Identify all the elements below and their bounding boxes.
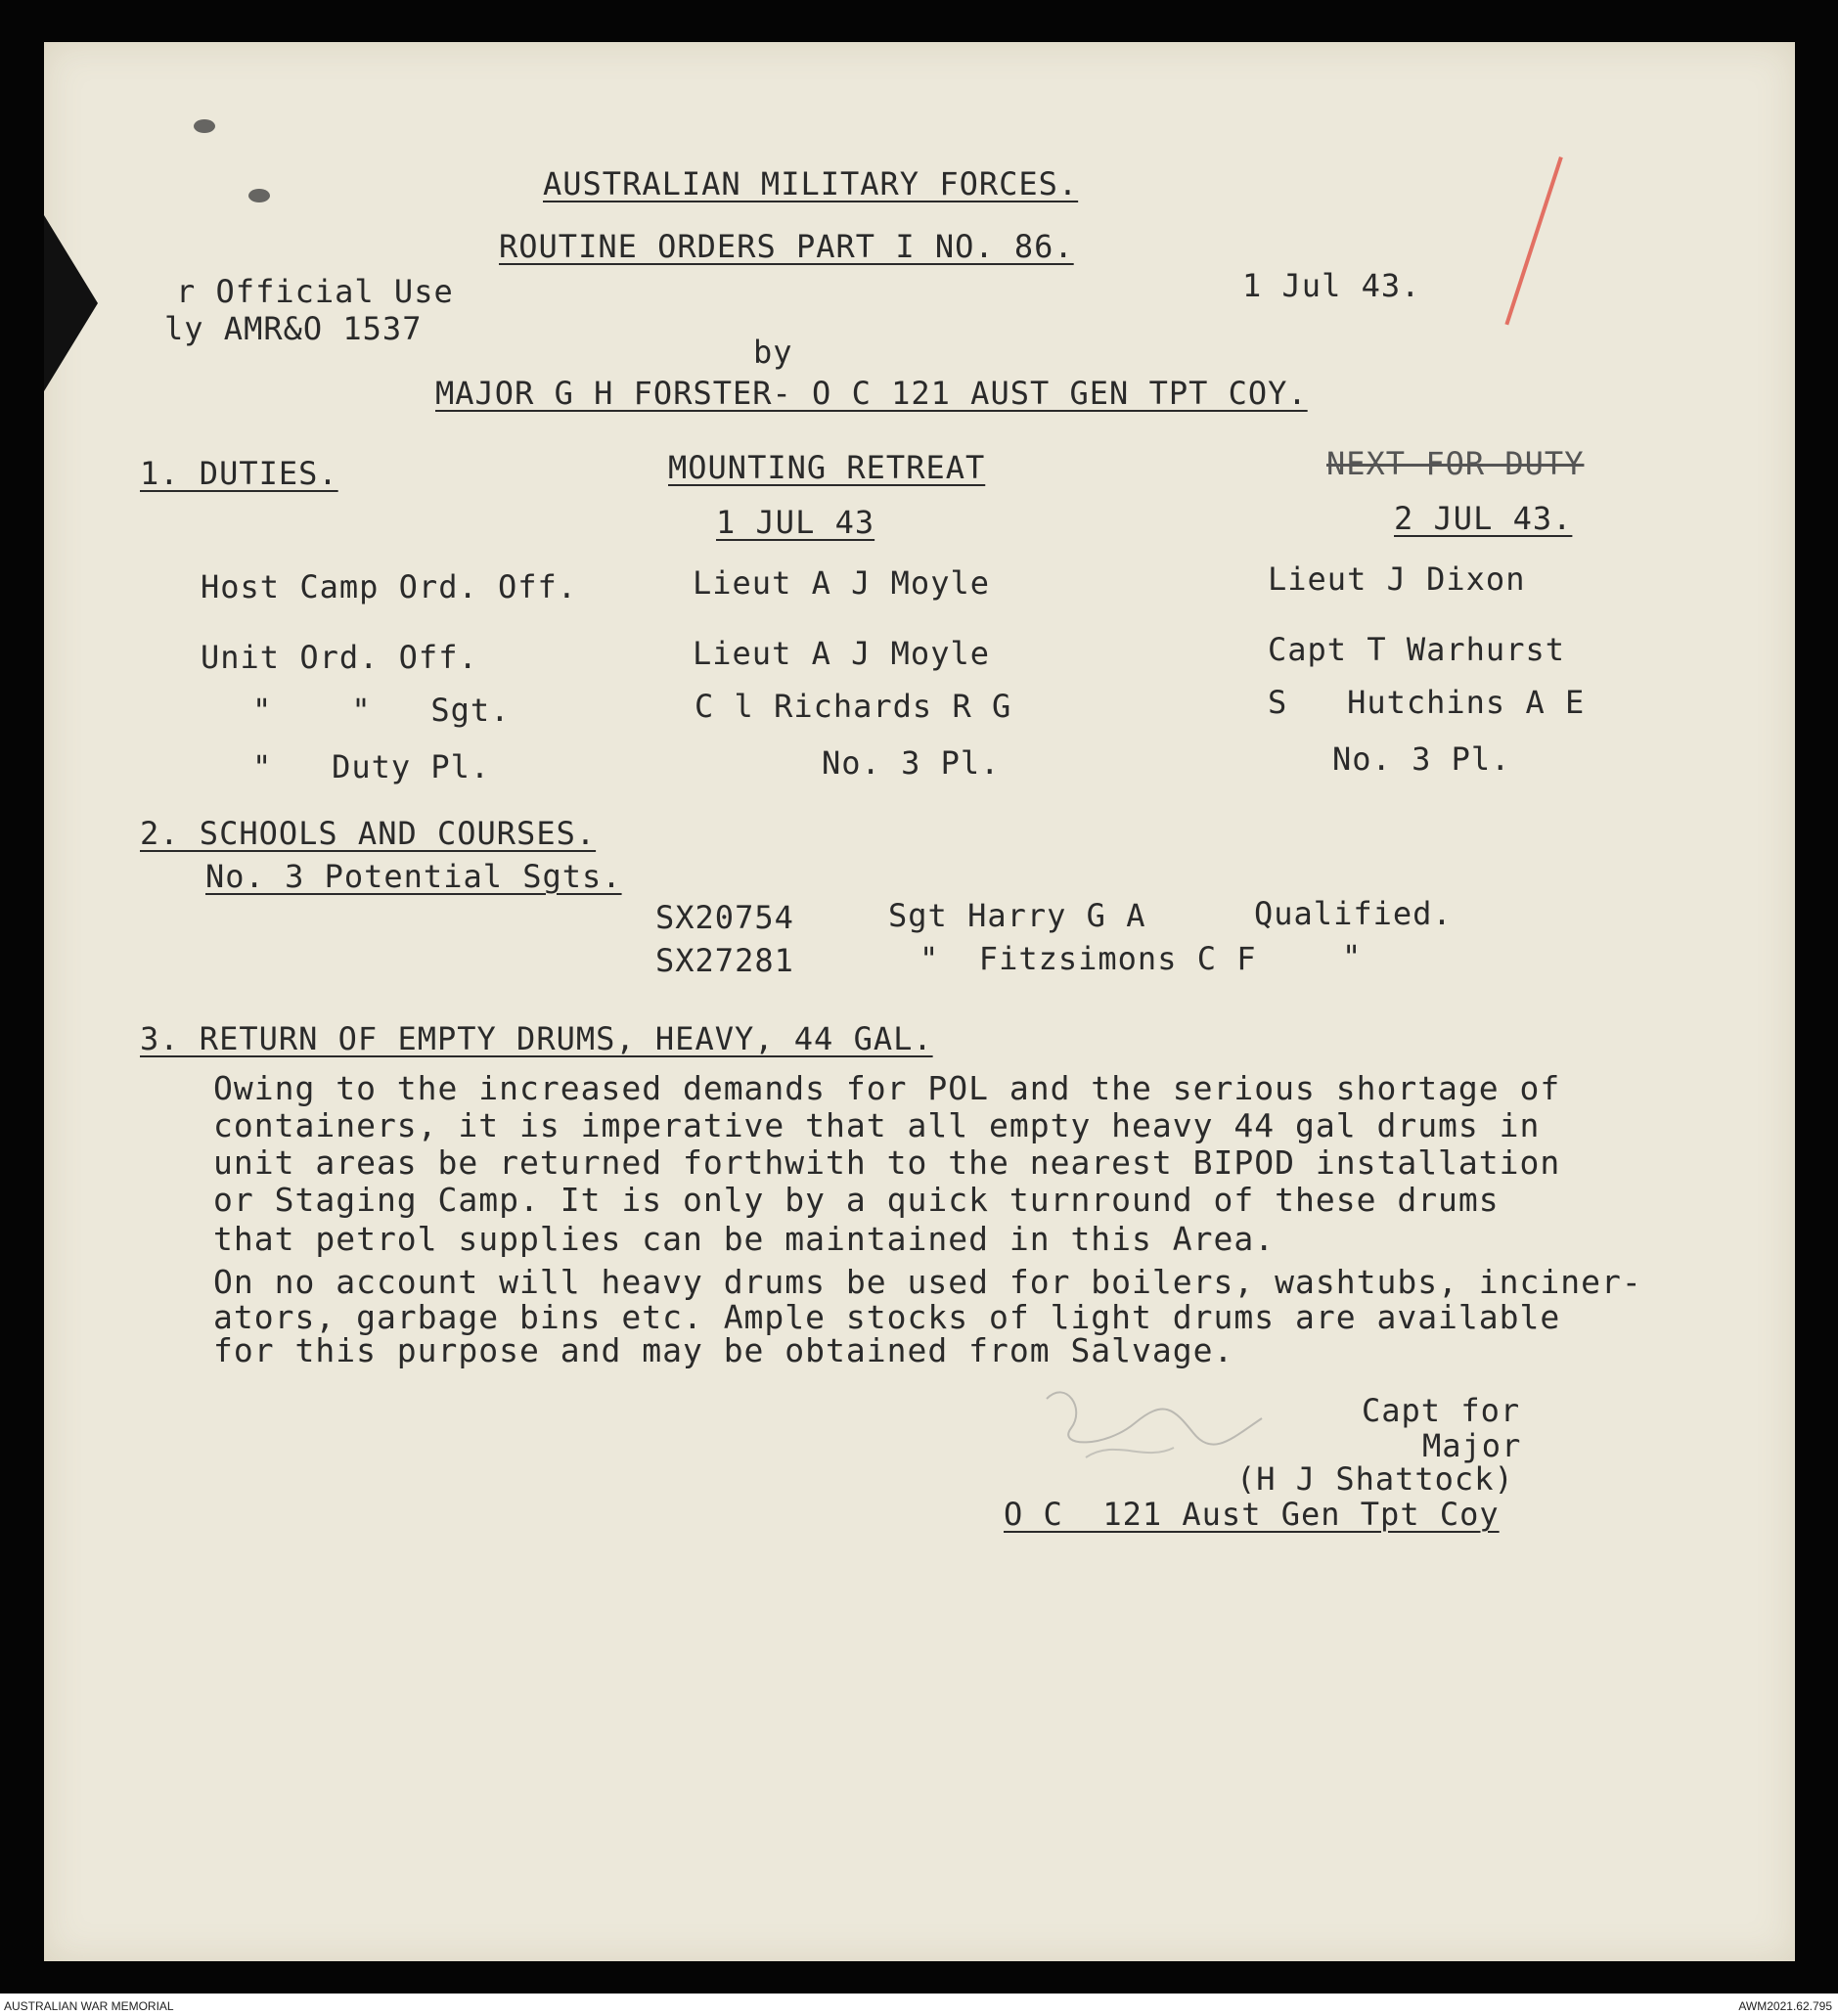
next-column-heading: NEXT FOR DUTY — [1326, 445, 1585, 482]
force-heading: AUSTRALIAN MILITARY FORCES. — [543, 165, 1079, 202]
soldier-name: Sgt Harry G A — [888, 897, 1146, 934]
duty-mounting: No. 3 Pl. — [822, 744, 1001, 782]
section-2-subheading: No. 3 Potential Sgts. — [205, 858, 622, 895]
document-title: ROUTINE ORDERS PART I NO. 86. — [499, 228, 1074, 265]
paragraph-line: or Staging Camp. It is only by a quick turnround of these drums — [213, 1181, 1500, 1219]
section-1-heading: 1. DUTIES. — [140, 455, 338, 492]
section-3-heading: 3. RETURN OF EMPTY DRUMS, HEAVY, 44 GAL. — [140, 1020, 933, 1057]
by-line: by — [753, 334, 793, 371]
footer-accession-number: AWM2021.62.795 — [1738, 1999, 1832, 2013]
duty-next: Capt T Warhurst — [1268, 631, 1565, 668]
next-column-date: 2 JUL 43. — [1394, 500, 1573, 537]
paragraph-line: Owing to the increased demands for POL and the serious shortage of — [213, 1069, 1561, 1107]
punch-hole — [248, 189, 270, 202]
footer-institution: AUSTRALIAN WAR MEMORIAL — [4, 1999, 174, 2013]
document-date: 1 Jul 43. — [1242, 267, 1421, 304]
paragraph-line: for this purpose and may be obtained from Salvage. — [213, 1331, 1234, 1369]
duty-label: Unit Ord. Off. — [201, 639, 478, 676]
duty-next: Lieut J Dixon — [1268, 560, 1526, 598]
mounting-column-heading: MOUNTING RETREAT — [668, 449, 986, 486]
course-result: Qualified. — [1254, 895, 1453, 932]
paragraph-line: ators, garbage bins etc. Ample stocks of light drums are available — [213, 1298, 1561, 1336]
course-result: " — [1342, 938, 1363, 975]
page-edge-shadow — [44, 215, 98, 391]
duty-mounting: C l Richards R G — [695, 688, 1012, 725]
paragraph-line: that petrol supplies can be maintained in this Area. — [213, 1220, 1276, 1258]
official-use-line-1: r Official Use — [176, 273, 454, 310]
duty-next: No. 3 Pl. — [1332, 740, 1511, 778]
soldier-name: " Fitzsimons C F — [919, 940, 1257, 977]
signature-name: (H J Shattock) — [1236, 1460, 1514, 1498]
paragraph-line: unit areas be returned forthwith to the nearest BIPOD installation — [213, 1143, 1561, 1182]
signature-unit: O C 121 Aust Gen Tpt Coy — [1004, 1496, 1500, 1533]
signature-major: Major — [1422, 1427, 1522, 1464]
duty-label: " Duty Pl. — [252, 748, 491, 785]
paragraph-line: On no account will heavy drums be used for boilers, washtubs, inciner- — [213, 1263, 1642, 1301]
official-use-line-2: ly AMR&O 1537 — [164, 310, 423, 347]
service-number: SX27281 — [655, 942, 794, 979]
paragraph-line: containers, it is imperative that all empty heavy 44 gal drums in — [213, 1106, 1541, 1144]
signature-capt-for: Capt for — [1362, 1392, 1521, 1429]
duty-label: Host Camp Ord. Off. — [201, 568, 578, 605]
duty-next: S Hutchins A E — [1268, 684, 1586, 721]
duty-label: " " Sgt. — [252, 692, 511, 729]
issuer-line: MAJOR G H FORSTER- O C 121 AUST GEN TPT COY. — [435, 375, 1308, 412]
duty-mounting: Lieut A J Moyle — [693, 635, 990, 672]
mounting-column-date: 1 JUL 43 — [716, 504, 875, 541]
section-2-heading: 2. SCHOOLS AND COURSES. — [140, 815, 597, 852]
punch-hole — [194, 119, 215, 133]
service-number: SX20754 — [655, 899, 794, 936]
duty-mounting: Lieut A J Moyle — [693, 564, 990, 602]
